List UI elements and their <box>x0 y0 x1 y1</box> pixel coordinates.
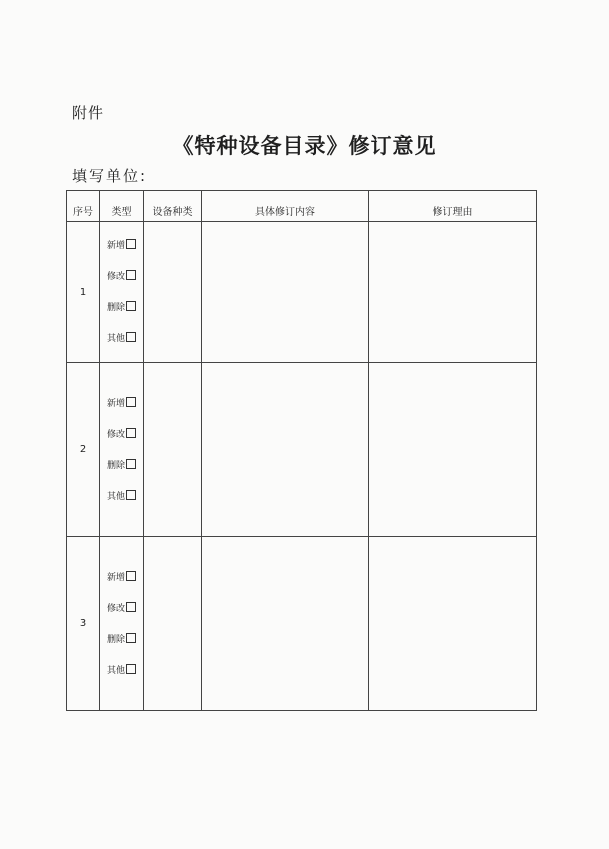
table-header-row <box>67 191 537 222</box>
option-label: 删除 <box>107 303 126 313</box>
checkbox[interactable] <box>126 571 136 581</box>
device-category-cell[interactable] <box>144 222 202 363</box>
type-option-modify[interactable] <box>107 602 143 615</box>
type-option-delete[interactable] <box>107 459 143 472</box>
checkbox[interactable] <box>126 239 136 249</box>
option-label: 新增 <box>107 241 126 251</box>
filling-unit-label: 填写单位: <box>72 167 148 185</box>
type-options <box>100 363 144 537</box>
checkbox[interactable] <box>126 397 136 407</box>
checkbox[interactable] <box>126 633 136 643</box>
column-header-revision-reason: 修订理由 <box>369 191 537 222</box>
attachment-label: 附件 <box>72 104 105 122</box>
revision-reason-cell[interactable] <box>369 537 537 711</box>
type-option-delete[interactable] <box>107 301 143 314</box>
table-row <box>67 537 537 711</box>
type-option-other[interactable] <box>107 664 143 677</box>
row-seq-number: 3 <box>67 537 100 711</box>
revision-reason-cell[interactable] <box>369 363 537 537</box>
checkbox[interactable] <box>126 428 136 438</box>
revision-reason-cell[interactable] <box>369 222 537 363</box>
revision-opinion-table <box>66 190 537 711</box>
type-options <box>100 222 144 363</box>
type-option-add[interactable] <box>107 571 143 584</box>
checkbox[interactable] <box>126 332 136 342</box>
type-option-modify[interactable] <box>107 428 143 441</box>
type-option-add[interactable] <box>107 239 143 252</box>
option-label: 新增 <box>107 572 126 583</box>
option-label: 修改 <box>107 272 126 282</box>
table-row <box>67 222 537 363</box>
type-options <box>100 537 144 711</box>
checkbox[interactable] <box>126 301 136 311</box>
option-label: 删除 <box>107 634 126 645</box>
option-label: 修改 <box>107 429 126 440</box>
column-header-revision-content: 具体修订内容 <box>202 191 369 222</box>
row-seq-number: 2 <box>67 363 100 537</box>
type-option-other[interactable] <box>107 490 143 503</box>
document-title: 《特种设备目录》修订意见 <box>172 133 437 158</box>
checkbox[interactable] <box>126 490 136 500</box>
type-option-delete[interactable] <box>107 633 143 646</box>
column-header-device-category: 设备种类 <box>144 191 202 222</box>
revision-content-cell[interactable] <box>202 363 369 537</box>
type-option-modify[interactable] <box>107 270 143 283</box>
revision-content-cell[interactable] <box>202 537 369 711</box>
option-label: 删除 <box>107 460 126 471</box>
option-label: 其他 <box>107 491 126 502</box>
option-label: 其他 <box>107 334 126 344</box>
option-label: 修改 <box>107 603 126 614</box>
checkbox[interactable] <box>126 270 136 280</box>
type-option-other[interactable] <box>107 332 143 345</box>
option-label: 其他 <box>107 665 126 676</box>
option-label: 新增 <box>107 398 126 409</box>
row-seq-number: 1 <box>67 222 100 363</box>
device-category-cell[interactable] <box>144 363 202 537</box>
device-category-cell[interactable] <box>144 537 202 711</box>
checkbox[interactable] <box>126 664 136 674</box>
column-header-type: 类型 <box>100 191 144 222</box>
checkbox[interactable] <box>126 459 136 469</box>
table-row <box>67 363 537 537</box>
checkbox[interactable] <box>126 602 136 612</box>
type-option-add[interactable] <box>107 397 143 410</box>
column-header-seq: 序号 <box>67 191 100 222</box>
revision-content-cell[interactable] <box>202 222 369 363</box>
